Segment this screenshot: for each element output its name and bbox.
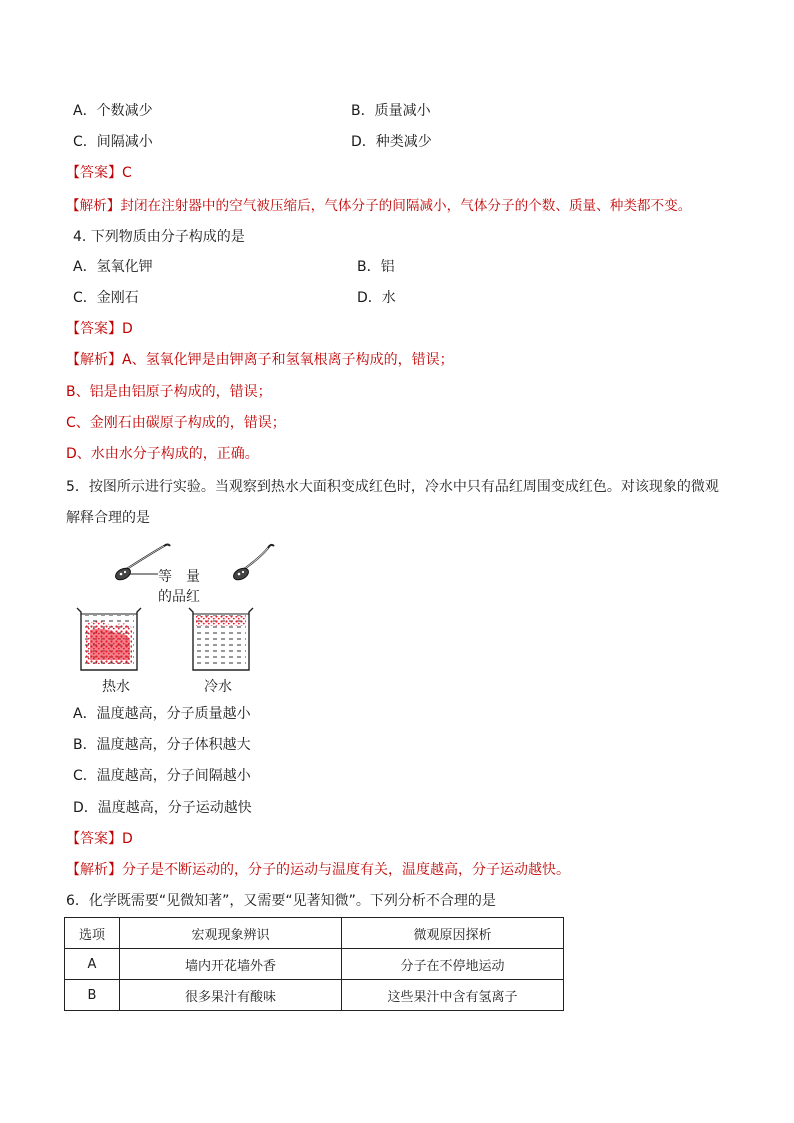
table-cell-option: A (65, 949, 120, 980)
table-row (65, 949, 564, 980)
table-cell-micro: 分子在不停地运动 (342, 949, 564, 980)
q3-option-a: A．个数减少 (73, 103, 153, 119)
q4-analysis (66, 350, 454, 370)
q5-stem-line1: 5．按图所示进行实验。当观察到热水大面积变成红色时，冷水中只有品红周围变成红色。对该现象的微观 (66, 479, 719, 495)
table-header-option: 选项 (65, 918, 120, 949)
answer-value: D (122, 831, 133, 847)
table-header-micro: 微观原因探析 (342, 918, 564, 949)
answer-tag: 【答案】 (66, 831, 122, 847)
cold-water-beaker (189, 608, 253, 670)
q4-analysis-line-b: B、铝是由铝原子构成的，错误； (66, 384, 272, 400)
analysis-text: A、氢氧化钾是由钾离子和氢氧根离子构成的，错误； (122, 352, 454, 368)
analysis-tag: 【解析】 (66, 198, 121, 214)
q3-analysis (66, 196, 691, 216)
experiment-illustration (60, 540, 290, 698)
q5-analysis (66, 860, 570, 880)
table-cell-micro: 这些果汁中含有氢离子 (342, 980, 564, 1011)
q4-stem: 4. 下列物质由分子构成的是 (73, 229, 245, 245)
q4-option-b: B．铝 (357, 259, 395, 275)
q5-answer (66, 829, 133, 849)
table-header-row (65, 918, 564, 949)
q5-option-a: A．温度越高，分子质量越小 (73, 706, 251, 722)
q5-stem-line2: 解释合理的是 (66, 510, 150, 526)
label-pinhong: 的品红 (158, 589, 200, 605)
table-cell-macro: 很多果汁有酸味 (120, 980, 342, 1011)
analysis-text: 分子是不断运动的，分子的运动与温度有关，温度越高，分子运动越快。 (122, 862, 570, 878)
q4-analysis-line-c: C、金刚石由碳原子构成的，错误； (66, 415, 286, 431)
q5-option-b: B．温度越高，分子体积越大 (73, 737, 251, 753)
table-cell-option: B (65, 980, 120, 1011)
table-header-macro: 宏观现象辨识 (120, 918, 342, 949)
q4-analysis-line-d: D、水由水分子构成的，正确。 (66, 446, 259, 462)
analysis-tag: 【解析】 (66, 352, 122, 368)
q3-option-c: C．间隔减小 (73, 134, 153, 150)
analysis-tag: 【解析】 (66, 862, 122, 878)
label-hot-water: 热水 (102, 679, 130, 695)
label-equal-amount: 等 量 (158, 569, 200, 585)
answer-tag: 【答案】 (66, 321, 122, 337)
label-cold-water: 冷水 (204, 679, 232, 695)
q4-option-c: C．金刚石 (73, 290, 139, 306)
q4-option-a: A．氢氧化钾 (73, 259, 153, 275)
q4-answer (66, 319, 133, 339)
experiment-figure (60, 540, 290, 698)
q3-answer (66, 163, 132, 183)
table-cell-macro: 墙内开花墙外香 (120, 949, 342, 980)
q6-stem: 6．化学既需要“见微知著”，又需要“见著知微”。下列分析不合理的是 (66, 893, 496, 909)
answer-tag: 【答案】 (66, 165, 122, 181)
q6-table (64, 917, 564, 1011)
q3-option-d: D．种类减少 (351, 134, 432, 150)
analysis-text: 封闭在注射器中的空气被压缩后，气体分子的间隔减小，气体分子的个数、质量、种类都不变。 (120, 198, 692, 214)
table-row (65, 980, 564, 1011)
hot-water-beaker (77, 608, 141, 670)
q3-option-b: B．质量减小 (351, 103, 431, 119)
answer-value: D (122, 321, 133, 337)
q5-option-c: C．温度越高，分子间隔越小 (73, 768, 251, 784)
right-spoon (232, 545, 274, 582)
q5-option-d: D．温度越高，分子运动越快 (73, 800, 252, 816)
q4-option-d: D．水 (357, 290, 396, 306)
answer-value: C (122, 165, 132, 181)
